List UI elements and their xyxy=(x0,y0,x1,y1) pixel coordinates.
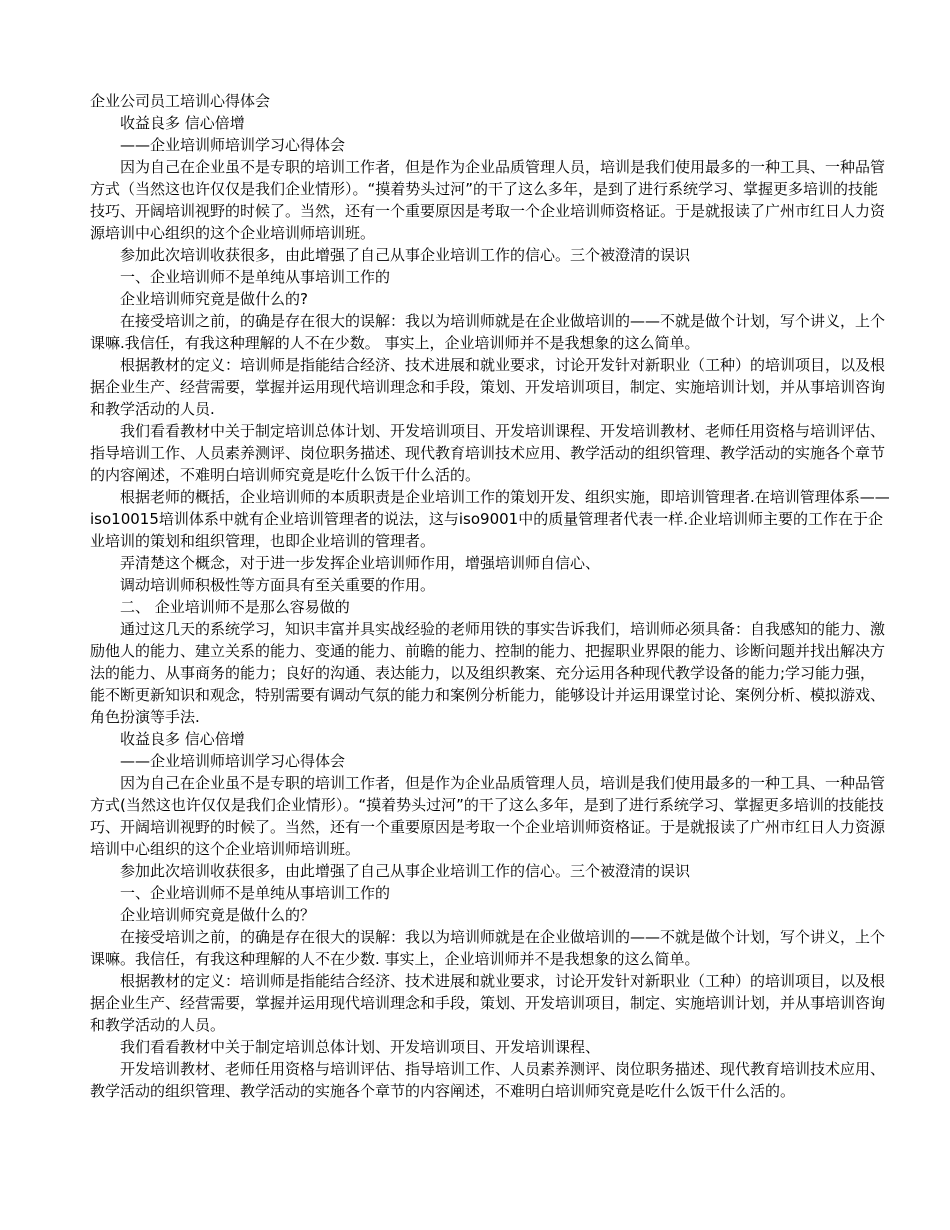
body-paragraph: ——企业培训师培训学习心得体会 xyxy=(120,752,346,770)
body-paragraph: ——企业培训师培训学习心得体会 xyxy=(120,136,346,154)
body-paragraph: 我们看看教材中关于制定培训总体计划、开发培训项目、开发培训课程、 xyxy=(120,1038,601,1056)
body-paragraph: 参加此次培训收获很多，由此增强了自己从事企业培训工作的信心。三个被澄清的误识 xyxy=(120,862,691,880)
body-paragraph: 收益良多 信心倍增 xyxy=(120,114,245,132)
body-paragraph: 二、 企业培训师不是那么容易做的 xyxy=(120,598,350,616)
body-paragraph: 企业培训师究竟是做什么的? xyxy=(120,290,308,308)
body-paragraph: 收益良多 信心倍增 xyxy=(120,730,245,748)
body-paragraph: 根据老师的概括，企业培训师的本质职责是企业培训工作的策划开发、组织实施，即培训管理者.在培训管理体系——iso10015培训体系中就有企业培训管理者的说法，这与iso9001中的质量管理者代表一样.企业培训师主要的工作在于企业培训的策划和组织管理，也即企业培训的管理者。 xyxy=(90,488,890,550)
body-paragraph: 因为自己在企业虽不是专职的培训工作者，但是作为企业品质管理人员，培训是我们使用最多的一种工具、一种品管方式（当然这也许仅仅是我们企业情形）。“摸着势头过河”的干了这么多年，是到了进行系统学习、掌握更多培训的技能技巧、开阔培训视野的时候了。当然，还有一个重要原因是考取一个企业培训师资格证。于是就报读了广州市红日人力资源培训中心组织的这个企业培训师培训班。 xyxy=(90,158,886,242)
body-paragraph: 在接受培训之前，的确是存在很大的误解：我以为培训师就是在企业做培训的——不就是做个计划，写个讲义，上个课嘛.我信任，有我这种理解的人不在少数。 事实上，企业培训师并不是我想象的这么简单。 xyxy=(90,312,886,352)
body-paragraph: 一、企业培训师不是单纯从事培训工作的 xyxy=(120,884,391,902)
body-paragraph: 参加此次培训收获很多，由此增强了自己从事企业培训工作的信心。三个被澄清的误识 xyxy=(120,246,691,264)
body-paragraph: 在接受培训之前，的确是存在很大的误解：我以为培训师就是在企业做培训的——不就是做个计划，写个讲义，上个课嘛。我信任，有我这种理解的人不在少数. 事实上，企业培训师并不是我想象的这么简单。 xyxy=(90,928,886,968)
body-paragraph: 弄清楚这个概念，对于进一步发挥企业培训师作用，增强培训师自信心、 xyxy=(120,554,601,572)
body-paragraph: 调动培训师积极性等方面具有至关重要的作用。 xyxy=(120,576,436,594)
body-paragraph: 开发培训教材、老师任用资格与培训评估、指导培训工作、人员素养测评、岗位职务描述、现代教育培训技术应用、教学活动的组织管理、教学活动的实施各个章节的内容阐述，不难明白培训师究竟是吃什么饭干什么活的。 xyxy=(90,1060,886,1100)
body-paragraph: 根据教材的定义：培训师是指能结合经济、技术进展和就业要求，讨论开发针对新职业（工种）的培训项目，以及根据企业生产、经营需要，掌握并运用现代培训理念和手段，策划、开发培训项目，制定、实施培训计划，并从事培训咨询和教学活动的人员。 xyxy=(90,972,886,1034)
body-paragraph: 根据教材的定义：培训师是指能结合经济、技术进展和就业要求，讨论开发针对新职业（工种）的培训项目，以及根据企业生产、经营需要，掌握并运用现代培训理念和手段，策划、开发培训项目，制定、实施培训计划，并从事培训咨询和教学活动的人员. xyxy=(90,356,886,418)
document-title: 企业公司员工培训心得体会 xyxy=(90,92,271,110)
body-paragraph: 我们看看教材中关于制定培训总体计划、开发培训项目、开发培训课程、开发培训教材、老师任用资格与培训评估、指导培训工作、人员素养测评、岗位职务描述、现代教育培训技术应用、教学活动的组织管理、教学活动的实施各个章节的内容阐述，不难明白培训师究竟是吃什么饭干什么活的。 xyxy=(90,422,886,484)
body-paragraph: 因为自己在企业虽不是专职的培训工作者，但是作为企业品质管理人员，培训是我们使用最多的一种工具、一种品管方式(当然这也许仅仅是我们企业情形）。“摸着势头过河”的干了这么多年，是到了进行系统学习、掌握更多培训的技能技巧、开阔培训视野的时候了。当然，还有一个重要原因是考取一个企业培训师资格证。于是就报读了广州市红日人力资源培训中心组织的这个企业培训师培训班。 xyxy=(90,774,886,858)
body-paragraph: 通过这几天的系统学习，知识丰富并具实战经验的老师用铁的事实告诉我们，培训师必须具备：自我感知的能力、激励他人的能力、建立关系的能力、变通的能力、前瞻的能力、控制的能力、把握职业界限的能力、诊断问题并找出解决方法的能力、从事商务的能力；良好的沟通、表达能力，以及组织教案、充分运用各种现代教学设备的能力;学习能力强，能不断更新知识和观念，特别需要有调动气氛的能力和案例分析能力，能够设计并运用课堂讨论、案例分析、模拟游戏、角色扮演等手法. xyxy=(90,620,886,726)
body-paragraph: 一、企业培训师不是单纯从事培训工作的 xyxy=(120,268,391,286)
body-paragraph: 企业培训师究竟是做什么的？ xyxy=(120,906,316,924)
